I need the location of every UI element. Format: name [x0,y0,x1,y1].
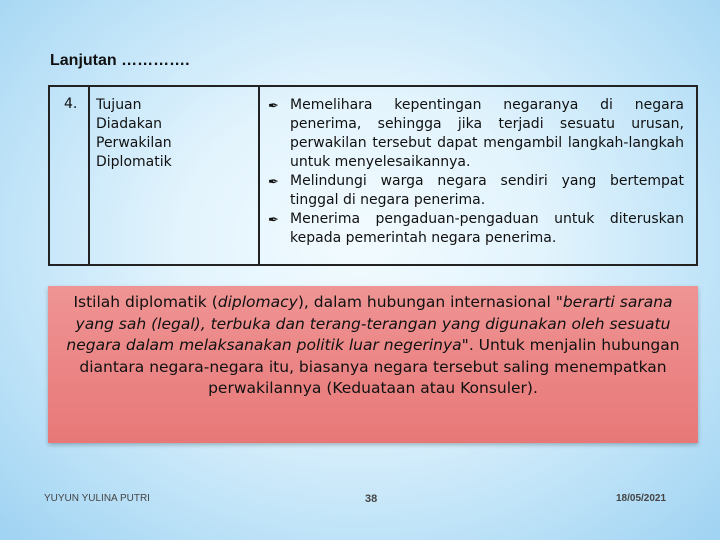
pen-icon: ✒ [268,213,279,228]
content-cell [260,87,696,264]
pen-icon: ✒ [268,175,279,190]
bullet-item [268,96,684,172]
callout-text: ), dalam hubungan internasional [297,293,556,311]
bullet-text: Menerima pengaduan-pengaduan untuk diteruskan kepada pemerintah negara penerima. [290,211,684,246]
number-cell [50,87,90,264]
footer-author: YUYUN YULINA PUTRI [44,493,150,504]
footer-date: 18/05/2021 [616,493,667,504]
label-cell [88,87,260,264]
callout-text: . Untuk menjalin hubungan diantara negara-negara itu, biasanya negara tersebut saling menempatkan perwakilannya (Keduataan atau Konsuler). [79,336,680,397]
bullet-list [268,96,684,248]
row-label-line: Diplomatik [96,154,172,170]
bullet-item [268,172,684,210]
row-label-line: Tujuan [96,97,142,113]
callout-text: Istilah diplomatik ( [73,293,218,311]
page-number: 38 [365,493,378,505]
row-label-line: Perwakilan [96,135,172,151]
bullet-text: Melindungi warga negara sendiri yang bertempat tinggal di negara penerima. [290,173,684,208]
row-number: 4. [64,96,78,112]
slide-title: Lanjutan …………. [50,52,190,69]
bullet-text: Memelihara kepentingan negaranya di negara penerima, sehingga jika terjadi sesuatu urusan, perwakilan tersebut dapat mengambil langkah-langkah untuk menyelesaikannya. [290,97,684,170]
pen-icon: ✒ [268,99,279,114]
row-label [96,96,246,172]
info-table [48,85,698,266]
callout-term: diplomacy [217,293,298,311]
callout-quote: "berarti sarana yang sah (legal), terbuka dan terang-terangan yang digunakan oleh sesuatu negara dalam melaksanakan politik luar negerinya" [66,293,673,354]
row-label-line: Diadakan [96,116,163,132]
bullet-item [268,210,684,248]
definition-callout [48,286,698,443]
